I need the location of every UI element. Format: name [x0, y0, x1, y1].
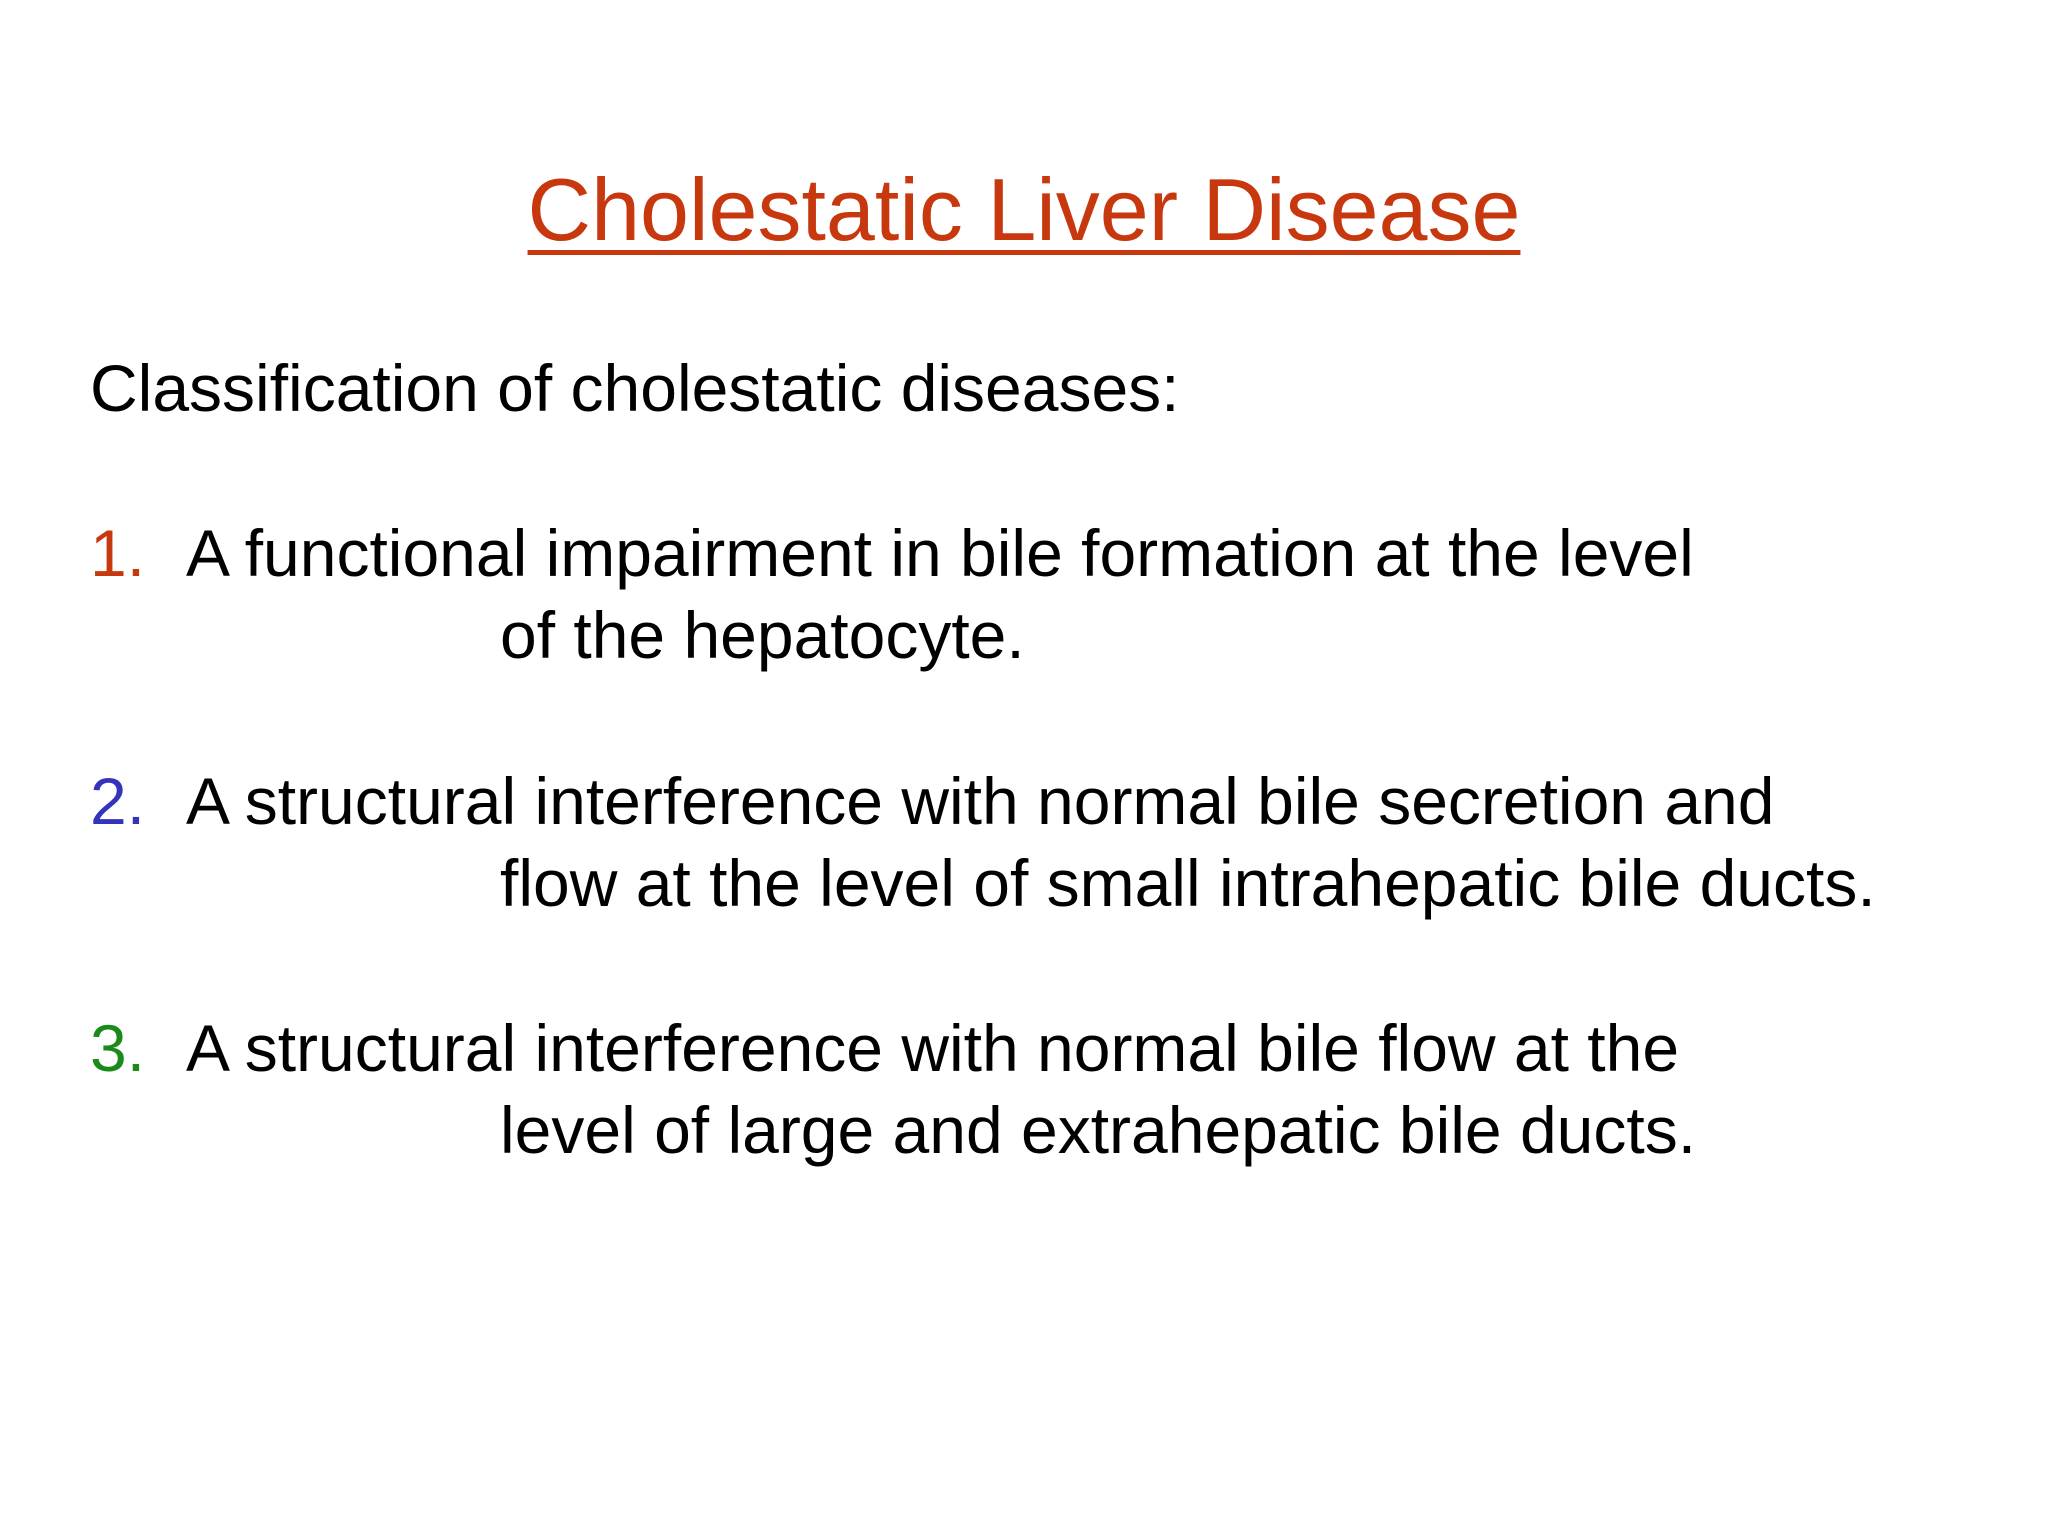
list-item-3-line1 [90, 1007, 1696, 1089]
list-item-3-text: A structural interference with normal bile flow at the [186, 1011, 1680, 1085]
list-item-2-line1 [90, 760, 1876, 842]
intro-text: Classification of cholestatic diseases: [90, 351, 1180, 425]
list-item-1-text: A functional impairment in bile formation at the level [186, 516, 1694, 590]
list-item-2-continuation: flow at the level of small intrahepatic bile ducts. [500, 846, 1876, 920]
list-item-1-number: 1. [90, 516, 146, 590]
list-item-3-continuation: level of large and extrahepatic bile ducts. [500, 1093, 1697, 1167]
list-item-2 [90, 760, 1876, 924]
list-item-2-text: A structural interference with normal bile secretion and [186, 764, 1775, 838]
list-item-2-number: 2. [90, 764, 146, 838]
list-item-1-line1 [90, 512, 1694, 594]
list-item-1-continuation: of the hepatocyte. [500, 598, 1025, 672]
list-item-3 [90, 1007, 1696, 1171]
list-item-1 [90, 512, 1694, 676]
slide-title: Cholestatic Liver Disease [527, 160, 1521, 259]
list-item-3-number: 3. [90, 1011, 146, 1085]
